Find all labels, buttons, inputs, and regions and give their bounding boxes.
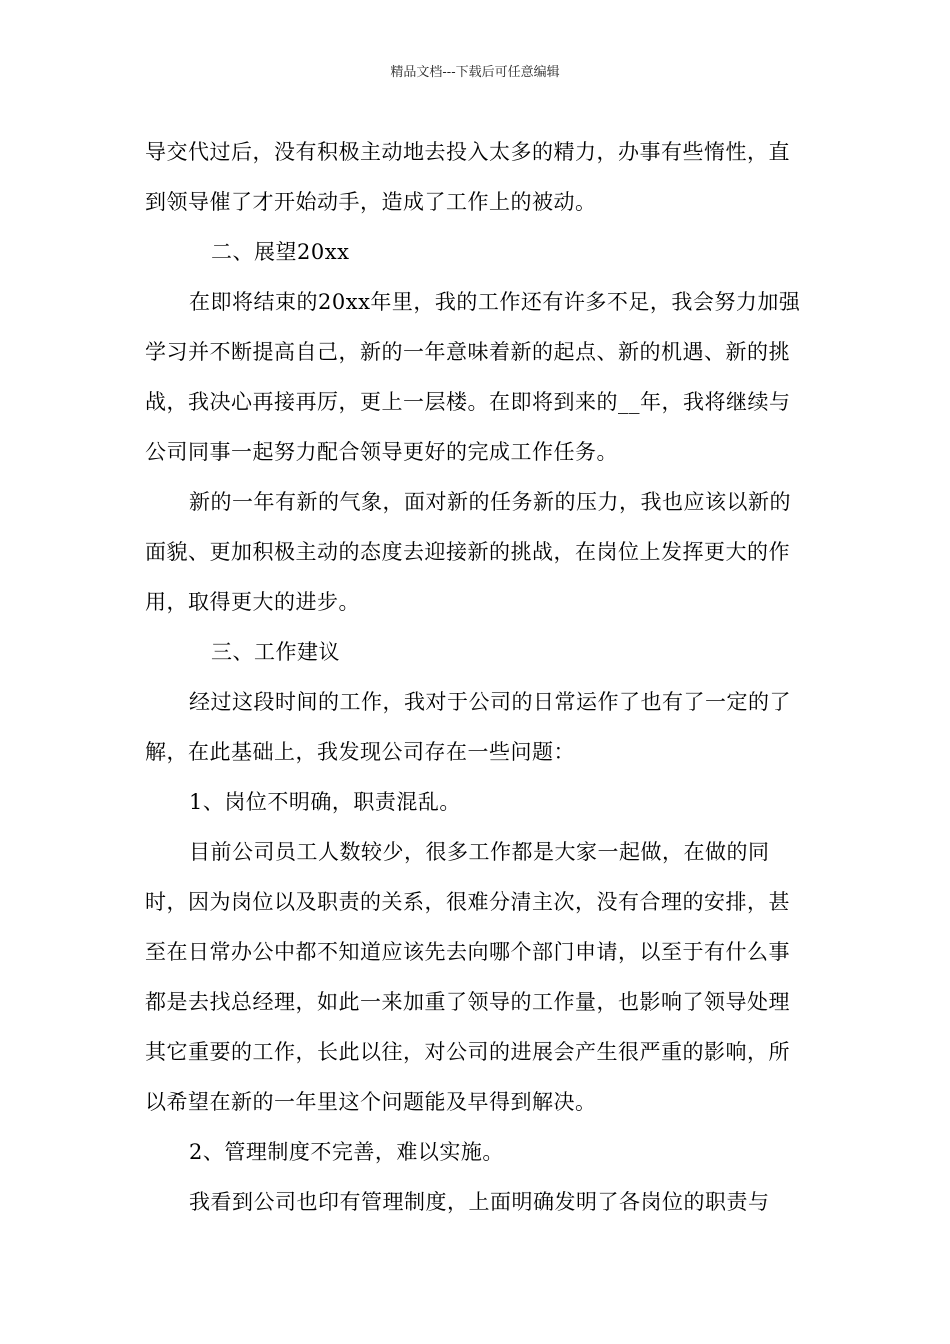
paragraph-outlook: 在即将结束的20xx年里，我的工作还有许多不足，我会努力加强学习并不断提高自己，新的一年意味着新的起点、新的机遇、新的挑战，我决心再接再厉，更上一层楼。在即将到来的__年，我将继续与公司同事一起努力配合领导更好的完成工作任务。: [145, 290, 801, 464]
list-item-1: 1、岗位不明确，职责混乱。: [189, 790, 461, 814]
paragraph-continued: 导交代过后，没有积极主动地去投入太多的精力，办事有些惰性，直到领导催了才开始动手，造成了工作上的被动。: [145, 140, 790, 214]
document-body: [145, 127, 807, 1227]
page-header: 精品文档---下载后可任意编辑: [390, 65, 560, 80]
paragraph-observations: 经过这段时间的工作，我对于公司的日常运作了也有了一定的了解，在此基础上，我发现公司存在一些问题：: [145, 690, 791, 764]
paragraph-new-year: 新的一年有新的气象，面对新的任务新的压力，我也应该以新的面貌、更加积极主动的态度去迎接新的挑战，在岗位上发挥更大的作用，取得更大的进步。: [145, 490, 791, 614]
section-heading-outlook: 二、展望20xx: [211, 240, 350, 264]
paragraph-item-1-detail: 目前公司员工人数较少，很多工作都是大家一起做，在做的同时，因为岗位以及职责的关系，很难分清主次，没有合理的安排，甚至在日常办公中都不知道应该先去向哪个部门申请，以至于有什么事都是去找总经理，如此一来加重了领导的工作量，也影响了领导处理其它重要的工作，长此以往，对公司的进展会产生很严重的影响，所以希望在新的一年里这个问题能及早得到解决。: [145, 840, 790, 1114]
section-heading-suggestions: 三、工作建议: [211, 640, 340, 664]
paragraph-item-2-detail: 我看到公司也印有管理制度，上面明确发明了各岗位的职责与: [189, 1190, 770, 1214]
list-item-2: 2、管理制度不完善，难以实施。: [189, 1140, 504, 1164]
